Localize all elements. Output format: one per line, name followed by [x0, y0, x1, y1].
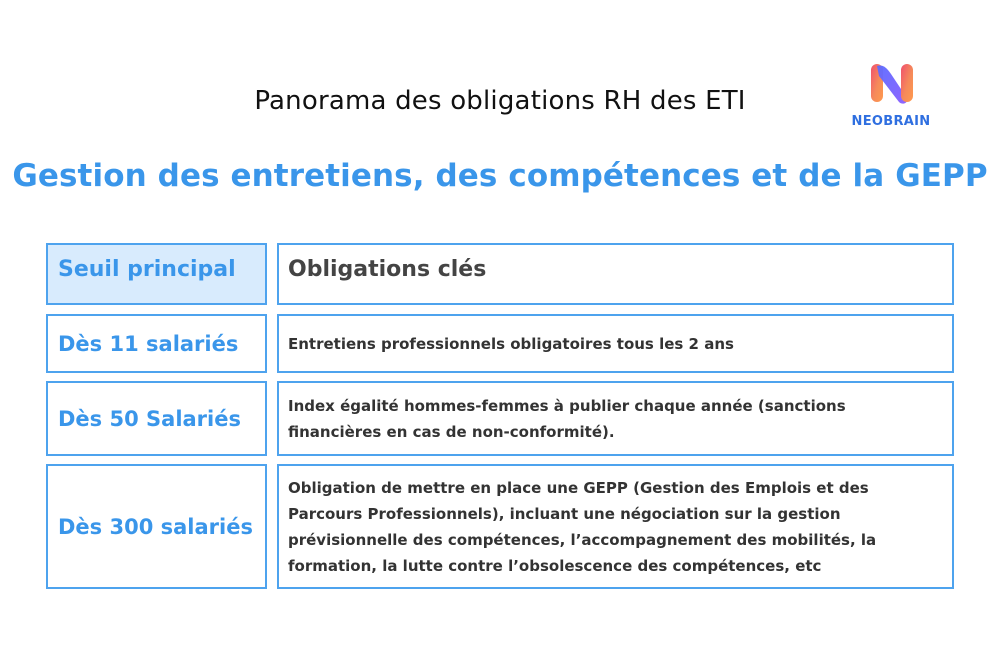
- header-label: Seuil principal: [58, 257, 236, 282]
- table-row-threshold: [46, 381, 267, 456]
- obligations-text: Entretiens professionnels obligatoires tous les 2 ans: [288, 334, 734, 353]
- threshold-label: Dès 50 Salariés: [58, 406, 241, 431]
- table-row-obligations: [277, 464, 954, 589]
- header-label: Obligations clés: [288, 257, 487, 282]
- page-title: Panorama des obligations RH des ETI: [254, 86, 746, 116]
- logo-wordmark: NEOBRAIN: [851, 114, 931, 129]
- table-row-threshold: [46, 314, 267, 373]
- neobrain-logo: [850, 60, 932, 132]
- table-row-threshold: [46, 464, 267, 589]
- threshold-label: Dès 11 salariés: [58, 331, 239, 356]
- neobrain-n-logo-icon: [869, 60, 915, 106]
- threshold-label: Dès 300 salariés: [58, 514, 253, 539]
- obligations-text: Obligation de mettre en place une GEPP (Gestion des Emplois et des Parcours Professionnels), incluant une négociation sur la gestion prévisionnelle des compétences, l’accompagnement des mobilités, la formation, la lutte contre l’obsolescence des compétences, etc: [288, 479, 877, 575]
- table-row-obligations: [277, 314, 954, 373]
- table-header-obligations: [277, 243, 954, 305]
- section-subtitle: Gestion des entretiens, des compétences et de la GEPP: [12, 158, 988, 194]
- obligations-text: Index égalité hommes-femmes à publier chaque année (sanctions financières en cas de non-conformité).: [288, 396, 846, 441]
- table-header-threshold: [46, 243, 267, 305]
- table-row-obligations: [277, 381, 954, 456]
